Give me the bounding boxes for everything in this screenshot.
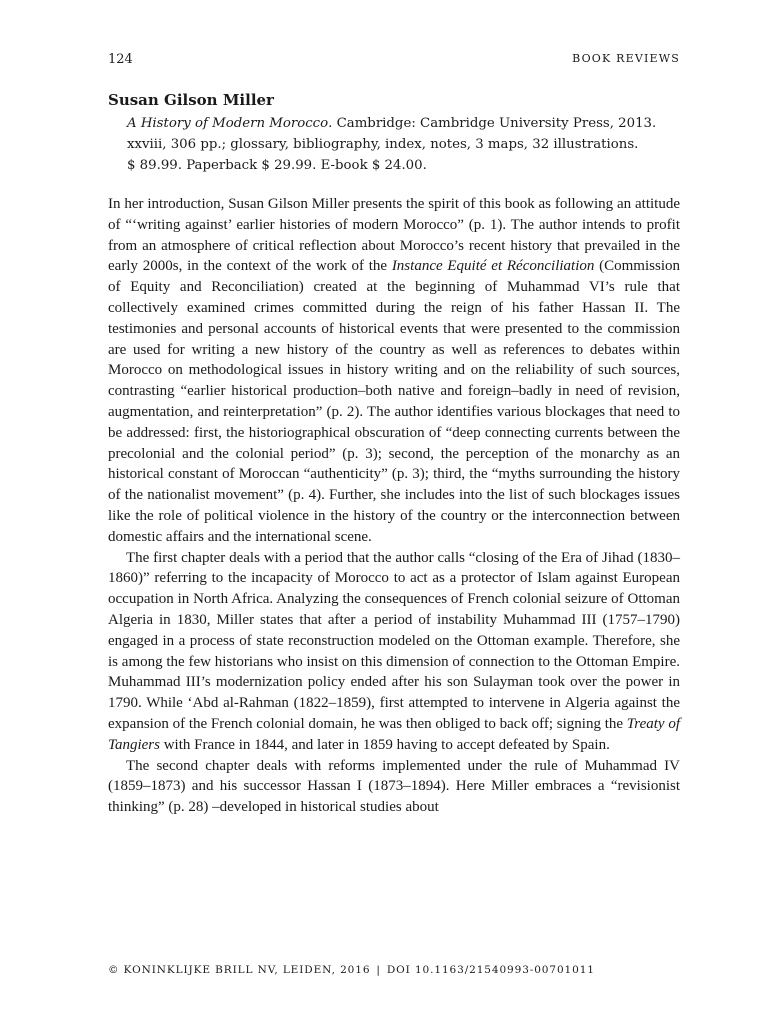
citation-line-title [127,113,687,134]
citation-details: xxviii, 306 pp.; glossary, bibliography, index, notes, 3 maps, 32 illustrations. [127,137,639,152]
copyright-notice: © KONINKLIJKE BRILL NV, LEIDEN, 2016 [108,964,371,976]
paragraph-text: In her introduction, Susan Gilson Miller presents the spirit of this book as following an attitude of “‘writing against’ earlier histories of modern Morocco” (p. 1). The author intends to profit from an atmosphere of critical reflection about Morocco’s recent history that prevailed in the early 2000s, in the context of the work of the [108,196,680,275]
running-head: BOOK REVIEWS [572,52,680,65]
italic-treaty-name: Treaty of Tangiers [108,715,680,753]
review-author: Susan Gilson Miller [108,91,274,109]
book-title: A History of Modern Morocco [127,116,329,131]
footer-separator: | [376,964,381,976]
doi-reference: DOI 10.1163/21540993-00701011 [386,964,595,976]
paragraph-chapter-one [108,548,680,756]
page-footer [108,964,595,976]
paragraph-text: (Commission of Equity and Reconciliation) created at the beginning of Muhammad VI’s rule that collectively examined crimes committed during the reign of his father Hassan II. The testimonies and personal accounts of historical events that were presented to the commission are used for writing a new history of the country as well as references to debates within Morocco on methodological issues in history writing and on the reliability of such sources, contrasting “earlier historical production–both native and foreign–badly in need of revision, augmentation, and reinterpretation” (p. 2). The author identifies various blockages that need to be addressed: first, the historiographical obscuration of “deep connecting currents between the precolonial and the colonial period” (p. 3); second, the perception of the monarchy as an historical constant of Moroccan “authenticity” (p. 3); third, the “myths surrounding the history of the nationalist movement” (p. 4). Further, she includes into the list of such blockages issues like the role of political violence in the history of the country or the interconnection between domestic affairs and the international scene. [108,258,680,545]
page-header [108,52,680,70]
paragraph-text: with France in 1844, and later in 1859 having to accept defeated by Spain. [159,736,610,753]
paragraph-text: The first chapter deals with a period that the author calls “closing of the Era of Jihad (1830–1860)” referring to the incapacity of Morocco to act as a protector of Islam against European occupation in North Africa. Analyzing the consequences of French colonial seizure of Ottoman Algeria in 1830, Miller states that after a period of instability Muhammad III (1757–1790) engaged in a process of state reconstruction modeled on the Ottoman example. Therefore, she is among the few historians who insist on this dimension of connection to the Ottoman Empire. Muhammad III’s modernization policy ended after his son Sulayman took over the power in 1790. While ‘Abd al-Rahman (1822–1859), first attempted to intervene in Algeria against the expansion of the French colonial domain, he was then obliged to back off; signing the [108,549,680,732]
paragraph-introduction [108,194,680,548]
publication-info: . Cambridge: Cambridge University Press, 2013. [328,116,657,131]
page-number: 124 [108,52,133,67]
citation-prices: $ 89.99. Paperback $ 29.99. E-book $ 24.00. [127,158,427,173]
paragraph-chapter-two: The second chapter deals with reforms implemented under the rule of Muhammad IV (1859–1873) and his successor Hassan I (1873–1894). Here Miller embraces a “revisionist thinking” (p. 28) –developed in historical studies about [108,757,680,816]
italic-commission-name: Instance Equité et Réconciliation [391,258,595,275]
book-citation [127,113,687,176]
review-body [108,194,680,818]
